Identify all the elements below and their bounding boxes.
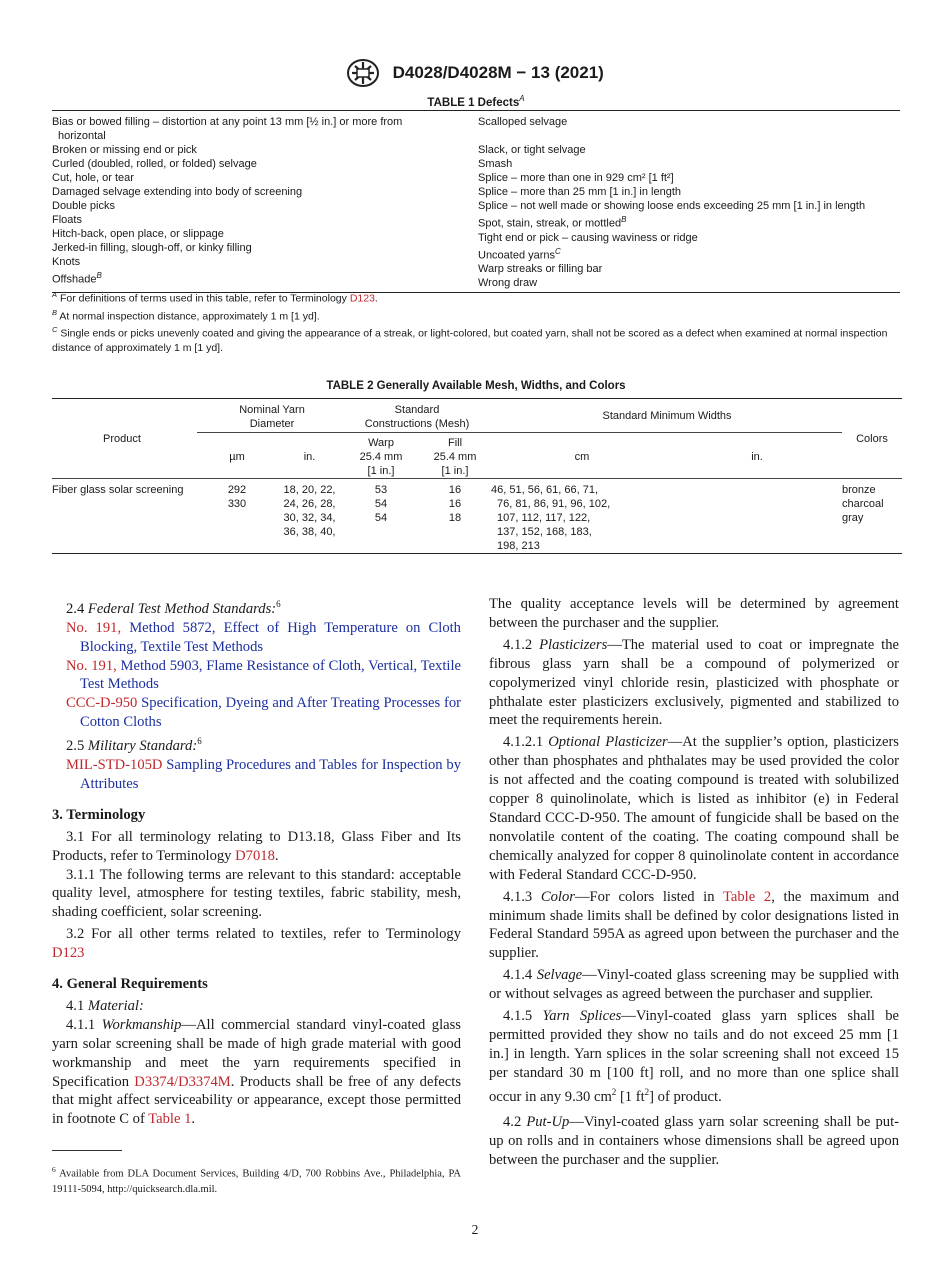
header-cm: cm: [574, 451, 590, 463]
table1-note-a: $^A$ For definitions of terms used in this table, refer to Terminology D123.: [52, 290, 378, 305]
section-4-1-2-1: 4.1.2.1 Optional Plasticizer—At the supplier’s option, plasticizers other than phosphates and phthalates may be used provided the color is not affected and the coating compound is treated with solubilized copper 8 quinolinolate, which is listed as inhibitor (e) in Federal Standard CCC-D-950. The amount of fungicide shall be based on the nonvolatile content of the coating. The coating compound shall be chemically analyzed for copper 8 quinolinolate content in accordance with Federal Standard CCC-D-950.: [489, 734, 899, 883]
page-header: [0, 58, 950, 88]
table1-title: TABLE 1 Defects$^A$: [427, 94, 525, 109]
table1-footnotes: [52, 288, 902, 355]
section-2-5: 2.5 Military Standard:$^6$: [66, 736, 202, 755]
table-row: Slack, or tight selvage: [478, 144, 586, 156]
section-3-1-1: 3.1.1 The following terms are relevant to this standard: acceptable quality level, atmosphere for testing textiles, fabric stability, mesh, shading coefficient, solar screening.: [52, 866, 461, 921]
right-column: [489, 595, 899, 1170]
section-4-1-4: 4.1.4 Selvage—Vinyl-coated glass screening may be supplied with or without selvages as agreed between the purchaser and supplier.: [489, 967, 899, 1003]
section-4-1: 4.1 Material:: [66, 997, 144, 1014]
footnote-rule: [52, 1150, 122, 1151]
table1-link[interactable]: Table 1: [148, 1111, 192, 1128]
astm-logo-icon: [346, 58, 380, 88]
section-3-1: 3.1 For all terminology relating to D13.18, Glass Fiber and Its Products, refer to Terminology D7018.: [52, 828, 461, 864]
header-um: µm: [229, 451, 245, 463]
table-row: Floats: [52, 214, 82, 226]
table2: [52, 398, 902, 554]
table2-title: TABLE 2 Generally Available Mesh, Widths, and Colors: [326, 380, 626, 392]
left-column: [52, 595, 461, 1129]
section-4-heading: 4. General Requirements: [52, 976, 208, 993]
d7018-link[interactable]: D7018: [235, 847, 275, 864]
section-2-4: 2.4 Federal Test Method Standards:$^6$: [66, 599, 281, 617]
cell-fill: 16 16 18: [448, 484, 462, 524]
table-row: Knots: [52, 256, 81, 268]
table-row: Smash: [478, 158, 513, 170]
table-row: Cut, hole, or tear: [52, 172, 134, 184]
table-row: Offshade$^B$: [52, 271, 102, 286]
header-nominal-yarn: Nominal Yarn Diameter: [239, 404, 305, 430]
table-row: Wrong draw: [478, 277, 538, 290]
d123-link[interactable]: D123: [349, 292, 375, 305]
table-row: Scalloped selvage: [478, 116, 568, 128]
header-standard: Standard Constructions (Mesh): [364, 404, 470, 430]
cell-colors: bronze charcoal gray: [842, 484, 884, 524]
table-row: Broken or missing end or pick: [52, 144, 197, 156]
cell-cm: 46, 51, 56, 61, 66, 71, 76, 81, 86, 91, 96, 102, 107, 112, 117, 122, 137, 152, 168, 183, 198, 213: [491, 484, 611, 552]
table-row: Splice – more than 25 mm [1 in.] in length: [478, 186, 681, 198]
section-4-1-2: 4.1.2 Plasticizers—The material used to coat or impregnate the fibrous glass yarn shall be a compound of polymerized or copolymerized vinyl chloride resin, plasticized with phosphate or phthalate ester plasticizers exclusively, pigmented and stabilized to meet the requirements herein.: [489, 636, 899, 729]
section-4-1-3: 4.1.3 Color—For colors listed in Table 2, the maximum and minimum shade limits shall be defined by color designations listed in Federal Standard 595A as agreed upon between the purchaser and the supplier.: [489, 888, 899, 962]
table-row: Curled (doubled, rolled, or folded) selvage: [52, 158, 257, 170]
section-4-2: 4.2 Put-Up—Vinyl-coated glass yarn solar screening shall be put-up on rolls and in containers whose dimensions shall be agreed upon between the purchaser and the supplier.: [489, 1114, 899, 1169]
cell-warp: 53 54 54: [374, 484, 388, 524]
table-row: Double picks: [52, 200, 115, 212]
table-row: Spot, stain, streak, or mottled$^B$: [478, 215, 627, 230]
footnote-6: $^6$ Available from DLA Document Services, Building 4/D, 700 Robbins Ave., Philadelphia, PA 19111-5094, http://quicksearch.dla.mil.: [52, 1165, 461, 1195]
header-in: in.: [303, 451, 316, 463]
header-fill: Fill 25.4 mm [1 in.]: [433, 437, 477, 477]
table-row: Bias or bowed filling – distortion at any point 13 mm [½ in.] or more from horizontal: [52, 116, 403, 142]
section-3-2: 3.2 For all other terms related to textiles, refer to Terminology D123: [52, 926, 461, 962]
section-4-1-1: 4.1.1 Workmanship—All commercial standard vinyl-coated glass yarn solar screening shall be made of high grade material with good workmanship and meet the yarn requirements specified in Specification D3374/D3374M. Products shall be free of any defects that might affect serviceability or appearance, except those permitted in footnote C of Table 1.: [52, 1016, 461, 1128]
ref-mil-std-105d[interactable]: MIL-STD-105D Sampling Procedures and Tables for Inspection by Attributes: [66, 756, 461, 792]
continued-paragraph: The quality acceptance levels will be determined by agreement between the purchaser and the supplier.: [489, 596, 899, 631]
table-row: Tight end or pick – causing waviness or ridge: [478, 231, 698, 244]
table-row: Splice – more than one in 929 cm² [1 ft²]: [478, 172, 674, 184]
table1-left-column: [52, 115, 478, 290]
header-colors: Colors: [856, 433, 888, 445]
ref-no-191-5903[interactable]: No. 191, Method 5903, Flame Resistance of Cloth, Vertical, Textile Test Methods: [66, 657, 461, 693]
table1-note-b: $^B$ At normal inspection distance, approximately 1 m [1 yd].: [52, 307, 320, 322]
table-row: Jerked-in filling, slough-off, or kinky filling: [52, 242, 252, 254]
d3374-link[interactable]: D3374/D3374M: [134, 1073, 231, 1090]
standard-designation: D4028/D4028M − 13 (2021): [392, 63, 604, 82]
d123-link[interactable]: D123: [52, 945, 85, 962]
table-row: Splice – not well made or showing loose ends exceeding 25 mm [1 in.] in length: [478, 200, 866, 212]
header-in-widths: in.: [751, 451, 763, 463]
header-divider: [197, 432, 842, 433]
table1: [52, 110, 900, 293]
header-product: Product: [103, 433, 141, 445]
table-row: Damaged selvage extending into body of screening: [52, 186, 303, 198]
page-number: 2: [471, 1222, 479, 1237]
section-4-1-5: 4.1.5 Yarn Splices—Vinyl-coated glass yarn splices shall be permitted provided they show no tails and do not exceed 25 mm [1 in.] in length. Yarn splices in the solar screening shall not exceed 15 per standard 30 m [100 ft] roll, and no more than one splice shall occur in any 9.30 $cm^2$ [1 $ft^2$] of product.: [489, 1008, 899, 1105]
table1-note-c: $^C$ Single ends or picks unevenly coated and giving the appearance of a streak, or light-colored, but coated yarn, shall not be scored as a defect when examined at normal inspection distance of approximately 1 m [1 yd].: [52, 325, 888, 354]
header-min-widths: Standard Minimum Widths: [602, 410, 732, 422]
header-bottom-rule: [52, 478, 902, 479]
table-row: Hitch-back, open place, or slippage: [52, 228, 224, 240]
cell-um: 292 330: [227, 484, 247, 510]
table2-link[interactable]: Table 2: [722, 888, 772, 905]
table1-right-column: [478, 115, 900, 290]
ref-no-191-5872[interactable]: No. 191, Method 5872, Effect of High Temperature on Cloth Blocking, Textile Test Methods: [66, 619, 461, 655]
table-row: Uncoated yarns$^C$: [478, 246, 561, 262]
cell-product: Fiber glass solar screening: [52, 484, 184, 496]
ref-ccc-d-950[interactable]: CCC-D-950 Specification, Dyeing and After Treating Processes for Cotton Cloths: [66, 695, 461, 731]
table-row: Warp streaks or filling bar: [478, 263, 603, 276]
section-3-heading: 3. Terminology: [52, 806, 146, 823]
header-warp: Warp 25.4 mm [1 in.]: [359, 437, 403, 477]
cell-in: 18, 20, 22, 24, 26, 28, 30, 32, 34, 36, 38, 40,: [283, 484, 336, 538]
